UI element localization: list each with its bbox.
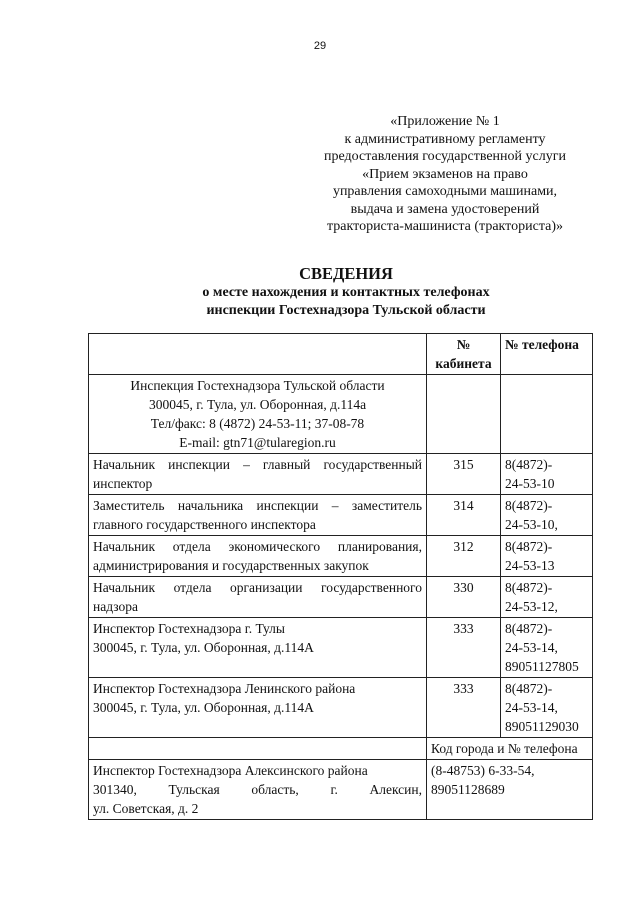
row-position-address: 300045, г. Тула, ул. Оборонная, д.114А: [93, 700, 314, 715]
header-phone: № телефона: [501, 334, 593, 375]
row-position-title: Инспектор Гостехнадзора Ленинского района: [93, 681, 356, 696]
row-position: Начальник отдела организации государственного надзора: [89, 577, 427, 618]
table-header-row: [89, 334, 593, 375]
phone-line: 8(4872)-: [505, 681, 553, 696]
row-position-address: 301340, Тульская область, г. Алексин,: [93, 782, 422, 797]
row-phone: [501, 454, 593, 495]
row-phone: [501, 495, 593, 536]
annex-line: управления самоходными машинами,: [332, 184, 558, 199]
row-phone: [501, 678, 593, 738]
contacts-table: [88, 333, 593, 820]
row-position: Заместитель начальника инспекции – заместитель главного государственного инспектора: [89, 495, 427, 536]
table-row: [89, 577, 593, 618]
inspection-phone: Тел/факс: 8 (4872) 24-53-11; 37-08-78: [150, 416, 365, 431]
row-position: [89, 618, 427, 678]
row-cabinet: 330: [427, 577, 501, 618]
header-position-cell: [89, 334, 427, 375]
phone-line: 8(4872)-: [505, 580, 553, 595]
annex-line: «Приложение № 1: [390, 114, 500, 129]
row-phone: [501, 577, 593, 618]
phone-line: 24-53-10,: [505, 517, 558, 532]
annex-line: тракториста-машиниста (тракториста)»: [327, 219, 563, 234]
row-cabinet: 333: [427, 618, 501, 678]
phone-line: 8(4872)-: [505, 539, 553, 554]
row-cabinet: 314: [427, 495, 501, 536]
row-position-address: 300045, г. Тула, ул. Оборонная, д.114А: [93, 640, 314, 655]
row-phone: (8-48753) 6-33-54, 89051128689: [427, 760, 593, 820]
inspection-phone-cell: [501, 375, 593, 454]
phone-line: 24-53-14,: [505, 700, 558, 715]
inspection-email: E-mail: gtn71@tularegion.ru: [179, 435, 336, 450]
row-position: [89, 760, 427, 820]
row-position: Начальник инспекции – главный государственный инспектор: [89, 454, 427, 495]
annex-line: выдача и замена удостоверений: [350, 201, 540, 217]
annex-line: «Прием экзаменов на право: [362, 166, 528, 182]
annex-line: предоставления государственной услуги: [324, 149, 566, 164]
document-subtitle-line1: о месте нахождения и контактных телефонах: [202, 285, 490, 300]
phone-line: 24-53-13: [505, 558, 555, 573]
phone-line: 24-53-14,: [505, 640, 558, 655]
phone-line: 89051127805: [505, 659, 579, 674]
subheader-row: [89, 738, 593, 760]
row-position: Начальник отдела экономического планирования, администрирования и государственных закупок: [89, 536, 427, 577]
page-number: 29: [313, 40, 327, 52]
inspection-cabinet-cell: [427, 375, 501, 454]
document-heading: [100, 264, 592, 320]
phone-line: 89051129030: [505, 719, 579, 734]
document-subtitle-line2: инспекции Гостехнадзора Тульской области: [206, 303, 486, 318]
row-position: [89, 678, 427, 738]
table-row: [89, 618, 593, 678]
table-row: [89, 678, 593, 738]
annex-line: к административному регламенту: [344, 131, 546, 147]
phone-line: 24-53-12,: [505, 599, 558, 614]
header-cabinet: № кабинета: [427, 334, 501, 375]
row-cabinet: 312: [427, 536, 501, 577]
table-row: [89, 760, 593, 820]
phone-line: 8(4872)-: [505, 621, 553, 636]
row-position-address: ул. Советская, д. 2: [93, 801, 199, 816]
row-phone: [501, 618, 593, 678]
row-cabinet: 333: [427, 678, 501, 738]
subheader-phone-code: Код города и № телефона: [427, 738, 593, 760]
row-phone: [501, 536, 593, 577]
table-row: [89, 454, 593, 495]
phone-line: 8(4872)-: [505, 457, 553, 472]
row-position-title: Инспектор Гостехнадзора г. Тулы: [93, 621, 285, 636]
document-title: СВЕДЕНИЯ: [299, 264, 393, 283]
subheader-empty-cell: [89, 738, 427, 760]
row-position-title: Инспектор Гостехнадзора Алексинского района: [93, 763, 368, 778]
inspection-row: [89, 375, 593, 454]
annex-header: [300, 113, 590, 236]
phone-line: 8(4872)-: [505, 498, 553, 513]
row-cabinet: 315: [427, 454, 501, 495]
inspection-name: Инспекция Гостехнадзора Тульской области: [130, 378, 385, 393]
inspection-info-cell: [89, 375, 427, 454]
inspection-address: 300045, г. Тула, ул. Оборонная, д.114а: [148, 397, 367, 412]
phone-line: 24-53-10: [505, 476, 555, 491]
table-row: [89, 495, 593, 536]
table-row: [89, 536, 593, 577]
